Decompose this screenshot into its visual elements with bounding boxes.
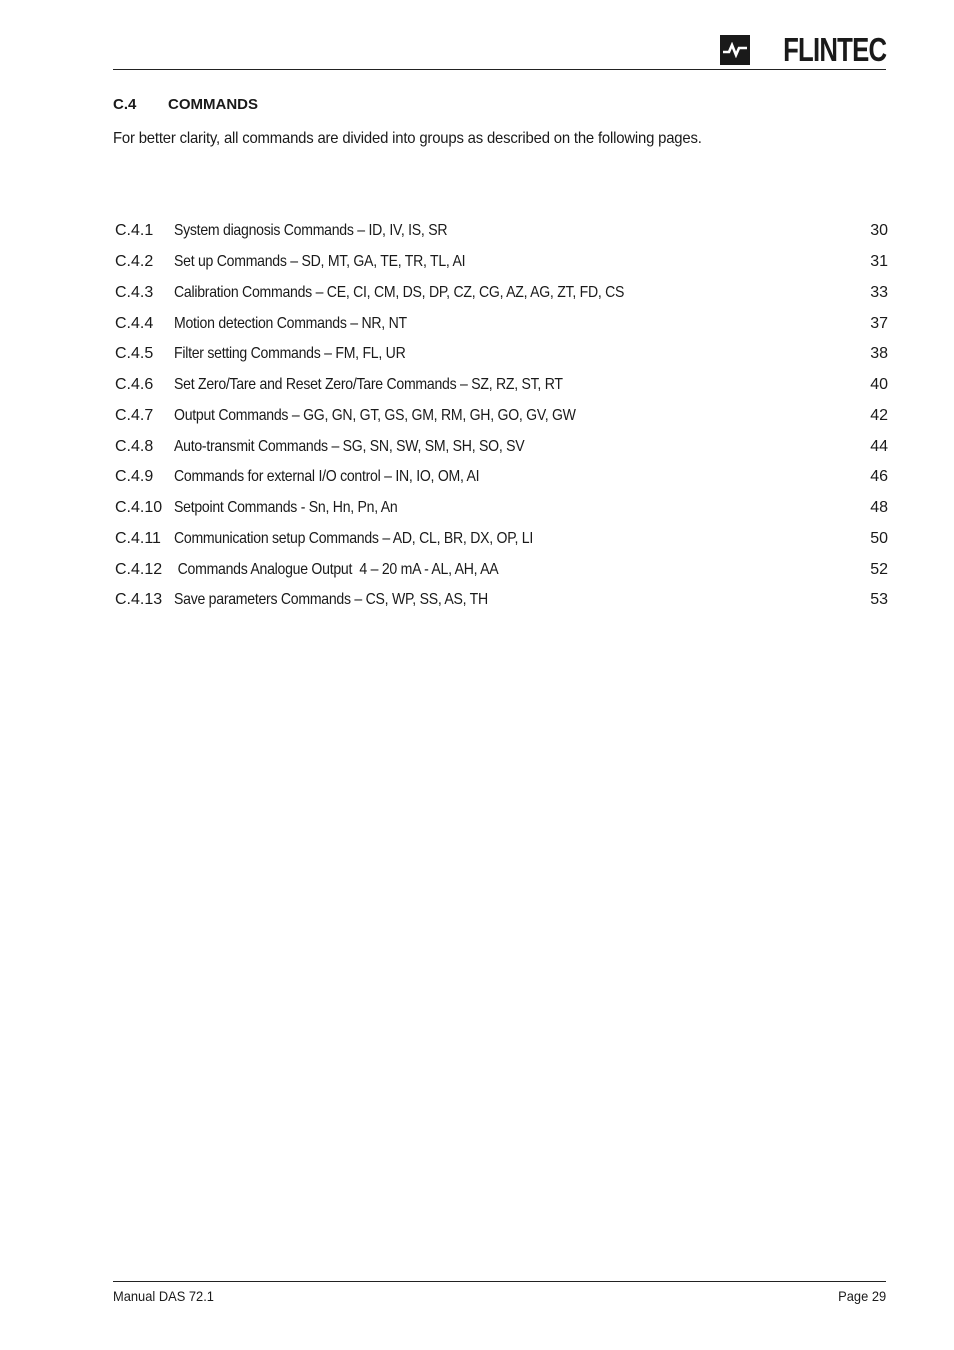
footer-manual-title: Manual DAS 72.1 (113, 1288, 214, 1304)
toc-entry[interactable] (115, 493, 888, 524)
toc-entry-title: Setpoint Commands - Sn, Hn, Pn, An (174, 499, 398, 517)
toc-entry-title: Output Commands – GG, GN, GT, GS, GM, RM, GH, GO, GV, GW (174, 406, 576, 424)
toc-entry-title: Save parameters Commands – CS, WP, SS, AS, TH (174, 591, 488, 609)
toc-entry[interactable] (115, 339, 888, 370)
toc-entry-title: Commands for external I/O control – IN, IO, OM, AI (174, 468, 480, 486)
toc-entry[interactable] (115, 278, 888, 309)
toc-entry[interactable] (115, 524, 888, 555)
logo-text: FLINTEC (782, 31, 886, 68)
toc-entry-title: Motion detection Commands – NR, NT (174, 314, 407, 332)
toc-entry-number: C.4.5 (115, 345, 154, 363)
toc-entry-number: C.4.9 (115, 468, 154, 486)
toc-entry-number: C.4.1 (115, 222, 154, 240)
intro-paragraph: For better clarity, all commands are divided into groups as described on the following pages. (113, 130, 702, 147)
toc-entry-title: Communication setup Commands – AD, CL, BR, DX, OP, LI (174, 529, 534, 547)
toc-entry[interactable] (115, 370, 888, 401)
toc-entry-page: 50 (870, 529, 888, 547)
toc-entry[interactable] (115, 462, 888, 493)
toc-entry-page: 48 (870, 499, 888, 517)
toc-entry-number: C.4.12 (115, 560, 163, 578)
toc-entry-page: 37 (870, 314, 888, 332)
toc-entry-number: C.4.8 (115, 437, 154, 455)
toc-entry-number: C.4.13 (115, 591, 163, 609)
toc-entry[interactable] (115, 308, 888, 339)
toc-entry-page: 52 (870, 560, 888, 578)
page-footer (113, 1281, 886, 1304)
toc-entry-page: 42 (870, 406, 888, 424)
toc-entry-page: 38 (870, 345, 888, 363)
footer-page-number: Page 29 (838, 1288, 886, 1304)
toc-entry[interactable] (115, 401, 888, 432)
toc-entry-number: C.4.3 (115, 283, 154, 301)
toc-entry[interactable] (115, 216, 888, 247)
toc-entry-page: 46 (870, 468, 888, 486)
toc-entry-title: Filter setting Commands – FM, FL, UR (174, 345, 406, 363)
toc-entry[interactable] (115, 431, 888, 462)
section-heading (113, 96, 258, 113)
toc-entry-page: 44 (870, 437, 888, 455)
toc-entry-title: Set Zero/Tare and Reset Zero/Tare Commands – SZ, RZ, ST, RT (174, 376, 563, 394)
toc-entry-title: Commands Analogue Output 4 – 20 mA - AL, AH, AA (174, 560, 499, 578)
toc-entry-number: C.4.4 (115, 314, 154, 332)
toc-entry[interactable] (115, 554, 888, 585)
waveform-icon (720, 35, 750, 65)
toc-entry-page: 30 (870, 222, 888, 240)
section-number: C.4 (113, 96, 137, 113)
toc-entry-number: C.4.11 (115, 529, 161, 547)
flintec-logo (720, 33, 886, 67)
section-title: COMMANDS (168, 96, 258, 113)
toc-entry-title: Calibration Commands – CE, CI, CM, DS, DP, CZ, CG, AZ, AG, ZT, FD, CS (174, 283, 625, 301)
toc-entry[interactable] (115, 247, 888, 278)
toc-entry-page: 31 (870, 253, 888, 271)
toc-entry-title: System diagnosis Commands – ID, IV, IS, SR (174, 222, 448, 240)
toc-entry-page: 40 (870, 376, 888, 394)
toc-entry[interactable] (115, 585, 888, 616)
toc-entry-page: 53 (870, 591, 888, 609)
toc-entry-title: Auto-transmit Commands – SG, SN, SW, SM, SH, SO, SV (174, 437, 525, 455)
toc-entry-page: 33 (870, 283, 888, 301)
toc-entry-number: C.4.6 (115, 376, 154, 394)
toc-entry-title: Set up Commands – SD, MT, GA, TE, TR, TL, AI (174, 253, 466, 271)
page-header (113, 30, 886, 70)
toc-entry-number: C.4.7 (115, 406, 154, 424)
table-of-contents (115, 216, 888, 616)
toc-entry-number: C.4.10 (115, 499, 163, 517)
toc-entry-number: C.4.2 (115, 253, 154, 271)
